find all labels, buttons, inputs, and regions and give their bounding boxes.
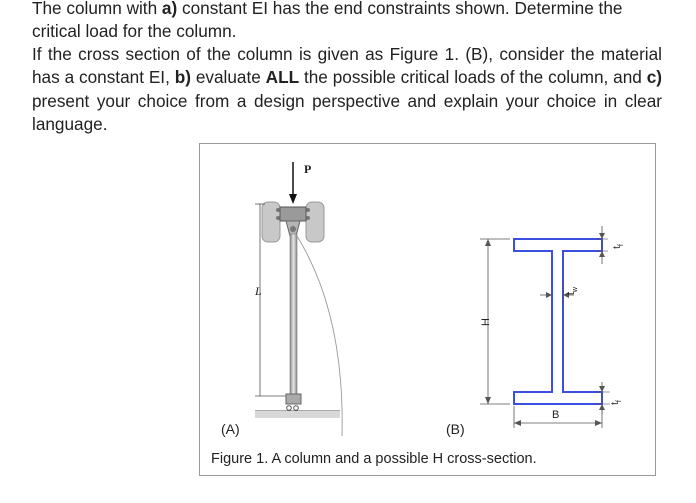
part-c-marker: c) bbox=[646, 67, 662, 88]
flange-thickness-label-bottom: $t_f$ bbox=[609, 400, 623, 405]
label-b: (B) bbox=[446, 421, 465, 437]
top-block bbox=[280, 207, 306, 221]
right-wall bbox=[306, 202, 324, 242]
figure-drawing bbox=[200, 144, 657, 477]
width-label: B bbox=[552, 409, 560, 421]
figure-caption: Figure 1. A column and a possible H cross-section. bbox=[211, 451, 537, 467]
section-outline bbox=[514, 239, 602, 404]
column-shaft bbox=[290, 234, 297, 396]
all-emphasis: ALL bbox=[265, 67, 300, 88]
buckled-shape bbox=[297, 236, 342, 436]
h-cross-section bbox=[480, 226, 610, 428]
left-wall bbox=[262, 202, 280, 242]
question-paragraph-1: The column with a) constant EI has the end constraints shown. Determine the critical load for the column. bbox=[32, 0, 623, 42]
load-label: P bbox=[304, 162, 312, 176]
height-label: H bbox=[479, 318, 492, 326]
length-label: L bbox=[255, 284, 262, 298]
label-a: (A) bbox=[221, 421, 240, 437]
figure-1 bbox=[199, 143, 656, 476]
part-b-marker: b) bbox=[174, 67, 191, 88]
flange-thickness-label-top: $t_f$ bbox=[611, 244, 625, 249]
web-thickness-label: $t_w$ bbox=[564, 287, 580, 296]
question-paragraph-2: If the cross section of the column is given as Figure 1. (B), consider the material has a constant EI, b) evaluate ALL the possible critical loads of the column, and c) present your choice from a design perspective and explain your choice in clear language. bbox=[32, 44, 662, 135]
ground bbox=[255, 411, 340, 418]
part-a-marker: a) bbox=[161, 0, 178, 18]
column-drawing bbox=[255, 162, 342, 436]
